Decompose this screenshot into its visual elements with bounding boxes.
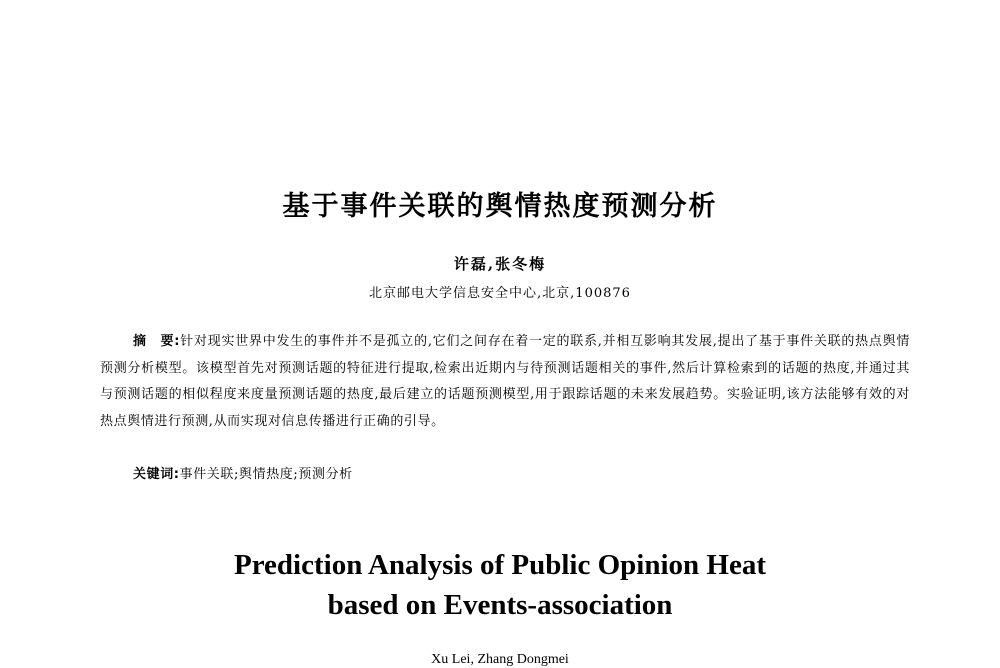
english-title-line-1: Prediction Analysis of Public Opinion Heat bbox=[234, 549, 766, 581]
abstract-text: 针对现实世界中发生的事件并不是孤立的,它们之间存在着一定的联系,并相互影响其发展,提出了基于事件关联的热点舆情预测分析模型。该模型首先对预测话题的特征进行提取,检索出近期内与待预测话题相关的事件,然后计算检索到的话题的热度,并通过其与预测话题的相似程度来度量预测话题的热度,最后建立的话题预测模型,用于跟踪话题的未来发展趋势。实验证明,该方法能够有效的对热点舆情进行预测,从而实现对信息传播进行正确的引导。 bbox=[100, 334, 910, 429]
english-title-line-2: based on Events-association bbox=[327, 589, 673, 621]
english-authors: Xu Lei, Zhang Dongmei bbox=[431, 652, 569, 667]
keywords bbox=[133, 463, 353, 482]
chinese-title: 基于事件关联的舆情热度预测分析 bbox=[282, 191, 718, 222]
keywords-label: 关键词: bbox=[133, 467, 180, 482]
keywords-text: 事件关联;舆情热度;预测分析 bbox=[179, 467, 353, 482]
abstract bbox=[100, 329, 910, 435]
abstract-label: 摘 要: bbox=[133, 334, 181, 349]
chinese-authors: 许磊,张冬梅 bbox=[453, 255, 547, 273]
chinese-affiliation: 北京邮电大学信息安全中心,北京,100876 bbox=[369, 286, 631, 301]
english-title bbox=[0, 545, 1000, 625]
